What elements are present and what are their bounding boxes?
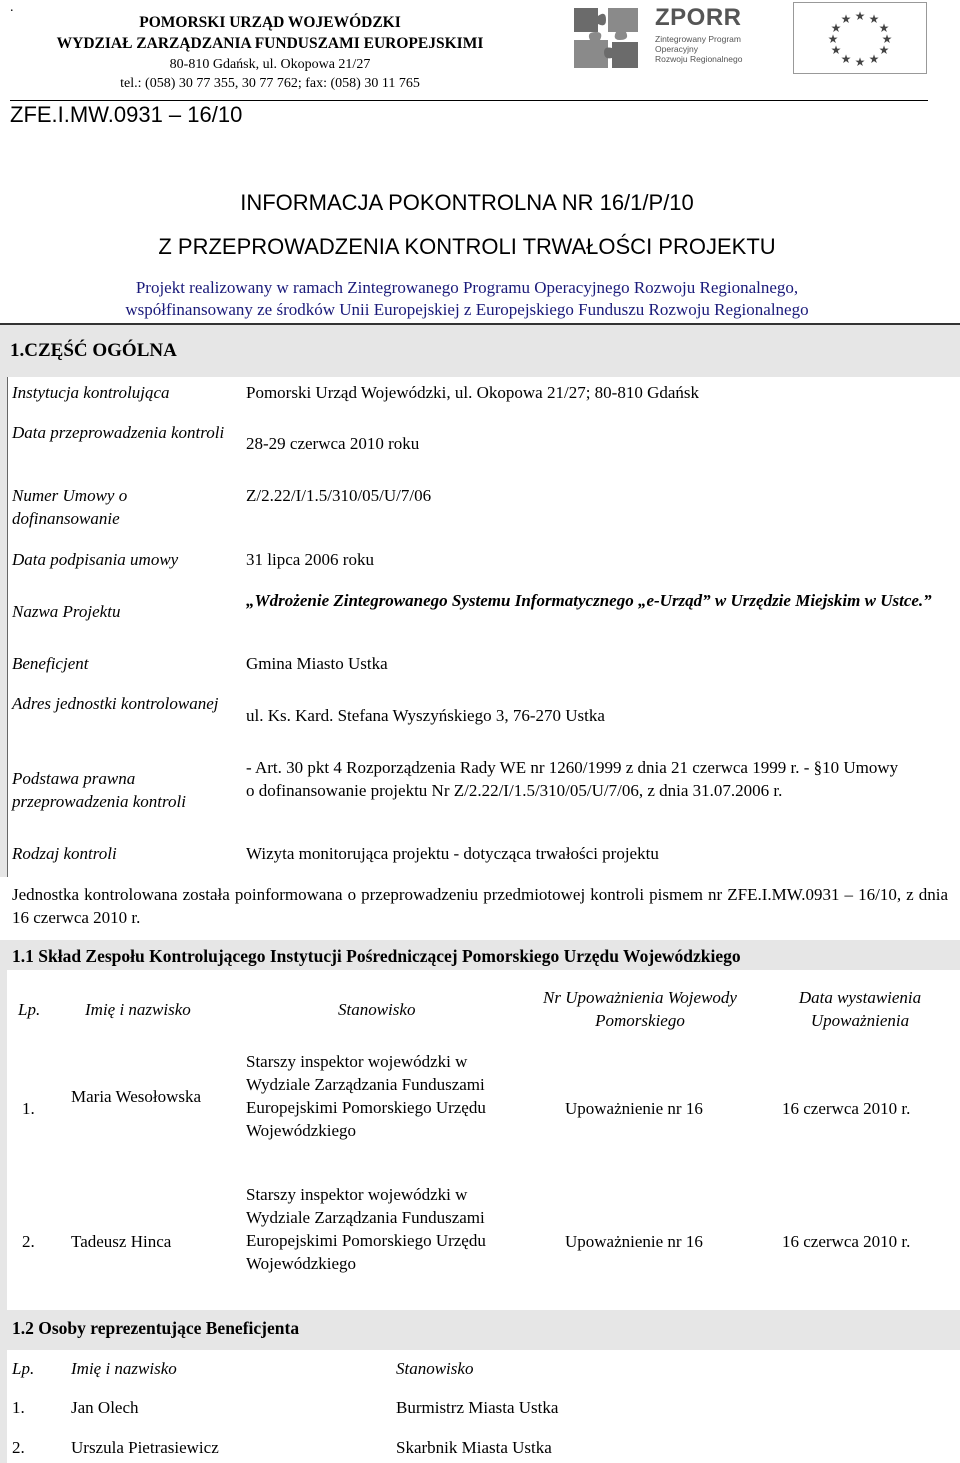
svg-text:★: ★	[854, 55, 866, 69]
general-label: Podstawa prawna przeprowadzenia kontroli	[12, 769, 186, 811]
team-row-position: Starszy inspektor wojewódzki w Wydziale Zarządzania Funduszami Europejskimi Pomorskiego Urzędu Wojewódzkiego	[246, 1052, 486, 1140]
office-phones: tel.: (058) 30 77 355, 30 77 762; fax: (058) 30 11 765	[120, 76, 420, 91]
general-value: 28-29 czerwca 2010 roku	[246, 434, 420, 453]
rep-header-name: Imię i nazwisko	[71, 1359, 177, 1378]
team-header-name: Imię i nazwisko	[85, 1000, 191, 1019]
team-row-date: 16 czerwca 2010 r.	[782, 1232, 911, 1251]
representatives-section-title: 1.2 Osoby reprezentujące Beneficjenta	[12, 1318, 300, 1338]
team-row-position: Starszy inspektor wojewódzki w Wydziale Zarządzania Funduszami Europejskimi Pomorskiego Urzędu Wojewódzkiego	[246, 1185, 486, 1273]
svg-text:★: ★	[830, 21, 842, 35]
team-row-lp: 1.	[22, 1099, 35, 1118]
department-name: WYDZIAŁ ZARZĄDZANIA FUNDUSZAMI EUROPEJSKIMI	[56, 35, 484, 52]
svg-text:★: ★	[854, 9, 866, 23]
svg-text:★: ★	[830, 43, 842, 57]
general-label: Nazwa Projektu	[12, 602, 121, 621]
team-row-name: Tadeusz Hinca	[71, 1232, 172, 1251]
general-label: Beneficjent	[12, 654, 89, 673]
team-row-authorization: Upoważnienie nr 16	[565, 1099, 703, 1118]
rep-header-position: Stanowisko	[396, 1359, 474, 1378]
notification-paragraph: Jednostka kontrolowana została poinformowana o przeprowadzeniu przedmiotowej kontroli pismem nr ZFE.I.MW.0931 – 16/10, z dnia 16 czerwca 2010 r.	[12, 885, 948, 927]
svg-text:★: ★	[878, 21, 890, 35]
zporr-logo-subtitle: Zintegrowany Program Operacyjny Rozwoju Regionalnego	[655, 34, 743, 64]
rep-row-name: Jan Olech	[71, 1398, 139, 1417]
team-row-authorization: Upoważnienie nr 16	[565, 1232, 703, 1251]
team-row-lp: 2.	[22, 1232, 35, 1251]
general-label: Instytucja kontrolująca	[12, 383, 170, 402]
rep-row-lp: 2.	[12, 1438, 25, 1457]
general-value: Z/2.22/I/1.5/310/05/U/7/06	[246, 486, 432, 505]
office-name: POMORSKI URZĄD WOJEWÓDZKI	[139, 14, 401, 31]
document-subtitle: Z PRZEPROWADZENIA KONTROLI TRWAŁOŚCI PROJEKTU	[158, 234, 776, 259]
project-name-value: „Wdrożenie Zintegrowanego Systemu Informatycznego „e-Urząd” w Urzędzie Miejskim w Ustce.”	[246, 591, 932, 610]
rep-row-position: Burmistrz Miasta Ustka	[396, 1398, 559, 1417]
header-rule	[10, 100, 928, 101]
svg-text:★: ★	[840, 12, 852, 26]
svg-text:★: ★	[868, 52, 880, 66]
general-value: - Art. 30 pkt 4 Rozporządzenia Rady WE nr 1260/1999 z dnia 21 czerwca 1999 r. - §10 Umowy o dofinansowanie projektu Nr Z/2.22/I/1.5/310/05/U/7/06, z dnia 31.07.2006 r.	[246, 758, 899, 800]
rep-row-name: Urszula Pietrasiewicz	[71, 1438, 219, 1457]
general-value: 31 lipca 2006 roku	[246, 550, 374, 569]
svg-text:★: ★	[878, 43, 890, 57]
rep-row-position: Skarbnik Miasta Ustka	[396, 1438, 552, 1457]
general-label: Adres jednostki kontrolowanej	[12, 694, 219, 713]
project-intro-line2: współfinansowany ze środków Unii Europejskiej z Europejskiego Funduszu Rozwoju Regionalnego	[125, 300, 809, 319]
section-general-title: 1.CZĘŚĆ OGÓLNA	[10, 340, 177, 361]
document-title: INFORMACJA POKONTROLNA NR 16/1/P/10	[240, 190, 694, 215]
general-label: Numer Umowy o dofinansowanie	[12, 486, 128, 528]
rep-header-lp: Lp.	[12, 1359, 35, 1378]
zporr-logo-title: ZPORR	[655, 4, 742, 31]
general-value: Wizyta monitorująca projektu - dotycząca trwałości projektu	[246, 844, 659, 863]
svg-text:★: ★	[827, 32, 839, 46]
general-value: Gmina Miasto Ustka	[246, 654, 388, 673]
general-value: Pomorski Urząd Wojewódzki, ul. Okopowa 21/27; 80-810 Gdańsk	[246, 383, 700, 402]
document-reference: ZFE.I.MW.0931 – 16/10	[10, 102, 243, 127]
general-label: Data podpisania umowy	[12, 550, 179, 569]
team-header-authorization: Nr Upoważnienia Wojewody Pomorskiego	[543, 988, 737, 1030]
team-header-lp: Lp.	[18, 1000, 41, 1019]
general-label: Rodzaj kontroli	[12, 844, 117, 863]
team-row-date: 16 czerwca 2010 r.	[782, 1099, 911, 1118]
team-section-title: 1.1 Skład Zespołu Kontrolującego Instytucji Pośredniczącej Pomorskiego Urzędu Wojewódzkiego	[12, 946, 741, 966]
rep-row-lp: 1.	[12, 1398, 25, 1417]
team-header-date: Data wystawienia Upoważnienia	[798, 988, 922, 1030]
eu-flag-logo	[793, 2, 927, 74]
svg-text:★: ★	[868, 12, 880, 26]
zporr-logo	[655, 4, 775, 68]
eu-stars-icon	[794, 3, 926, 73]
general-value: ul. Ks. Kard. Stefana Wyszyńskiego 3, 76-270 Ustka	[246, 706, 605, 725]
office-address: 80-810 Gdańsk, ul. Okopowa 21/27	[169, 57, 371, 72]
svg-text:★: ★	[840, 52, 852, 66]
project-intro-line1: Projekt realizowany w ramach Zintegrowanego Programu Operacyjnego Rozwoju Regionalnego,	[135, 278, 799, 297]
team-row-name: Maria Wesołowska	[71, 1087, 202, 1106]
team-header-position: Stanowisko	[338, 1000, 416, 1019]
svg-text:★: ★	[881, 32, 893, 46]
header-dot: .	[10, 0, 14, 15]
general-label: Data przeprowadzenia kontroli	[12, 423, 225, 442]
puzzle-logo-icon	[568, 2, 644, 74]
